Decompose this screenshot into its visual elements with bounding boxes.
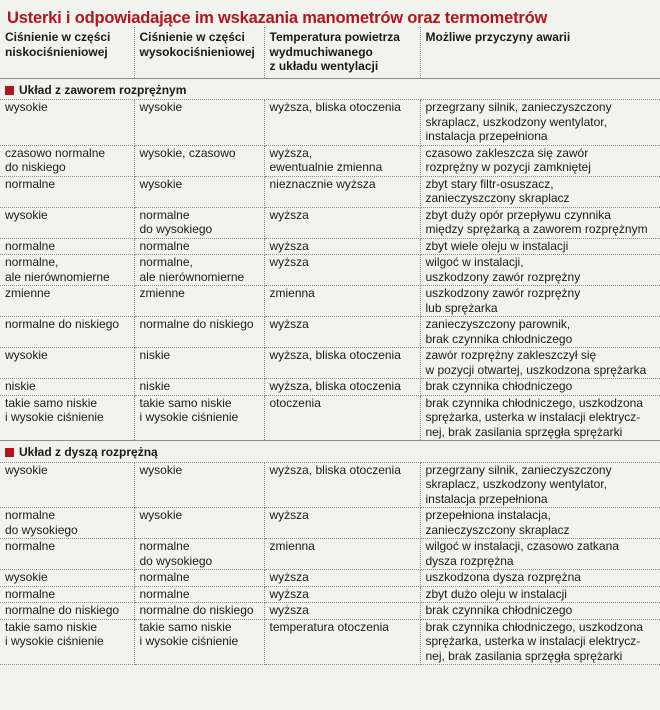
cell-high-pressure: niskie bbox=[134, 348, 264, 379]
table-row bbox=[0, 570, 660, 587]
cell-low-pressure: normalne bbox=[0, 586, 134, 603]
cell-low-pressure: normalne do niskiego bbox=[0, 603, 134, 620]
cell-high-pressure: normalne, ale nierównomierne bbox=[134, 255, 264, 286]
cell-low-pressure: takie samo niskie i wysokie ciśnienie bbox=[0, 619, 134, 665]
cell-high-pressure: normalne bbox=[134, 238, 264, 255]
cell-possible-causes: zawór rozprężny zakleszczył się w pozycji otwartej, uszkodzona sprężarka bbox=[420, 348, 660, 379]
table-row bbox=[0, 379, 660, 396]
section-row bbox=[0, 78, 660, 100]
header-low-pressure: Ciśnienie w części niskociśnieniowej bbox=[0, 27, 134, 78]
cell-low-pressure: czasowo normalne do niskiego bbox=[0, 145, 134, 176]
table-row bbox=[0, 255, 660, 286]
cell-high-pressure: wysokie bbox=[134, 100, 264, 146]
cell-air-temperature: otoczenia bbox=[264, 395, 420, 441]
cell-air-temperature: wyższa bbox=[264, 207, 420, 238]
table-row bbox=[0, 348, 660, 379]
section-heading bbox=[0, 78, 660, 100]
section-row bbox=[0, 441, 660, 463]
table-row bbox=[0, 462, 660, 508]
cell-low-pressure: wysokie bbox=[0, 100, 134, 146]
table-row bbox=[0, 508, 660, 539]
header-air-temperature: Temperatura powietrza wydmuchiwanego z układu wentylacji bbox=[264, 27, 420, 78]
section-marker-icon bbox=[5, 448, 14, 457]
cell-air-temperature: nieznacznie wyższa bbox=[264, 176, 420, 207]
table-row bbox=[0, 317, 660, 348]
cell-low-pressure: wysokie bbox=[0, 462, 134, 508]
cell-possible-causes: uszkodzony zawór rozprężny lub sprężarka bbox=[420, 286, 660, 317]
cell-high-pressure: normalne do niskiego bbox=[134, 317, 264, 348]
section-label: Układ z zaworem rozprężnym bbox=[19, 82, 187, 97]
cell-low-pressure: normalne do niskiego bbox=[0, 317, 134, 348]
cell-air-temperature: wyższa bbox=[264, 255, 420, 286]
table-row bbox=[0, 286, 660, 317]
fault-table bbox=[0, 27, 660, 665]
section-label: Układ z dyszą rozprężną bbox=[19, 445, 158, 459]
cell-high-pressure: takie samo niskie i wysokie ciśnienie bbox=[134, 619, 264, 665]
cell-high-pressure: normalne bbox=[134, 586, 264, 603]
table-body bbox=[0, 78, 660, 665]
table-header-row bbox=[0, 27, 660, 78]
cell-possible-causes: zanieczyszczony parownik, brak czynnika chłodniczego bbox=[420, 317, 660, 348]
table-row bbox=[0, 395, 660, 441]
cell-low-pressure: normalne bbox=[0, 176, 134, 207]
cell-air-temperature: wyższa bbox=[264, 603, 420, 620]
cell-low-pressure: normalne do wysokiego bbox=[0, 508, 134, 539]
cell-high-pressure: takie samo niskie i wysokie ciśnienie bbox=[134, 395, 264, 441]
cell-low-pressure: wysokie bbox=[0, 570, 134, 587]
table-row bbox=[0, 100, 660, 146]
cell-high-pressure: zmienne bbox=[134, 286, 264, 317]
cell-air-temperature: wyższa, ewentualnie zmienna bbox=[264, 145, 420, 176]
table-row bbox=[0, 207, 660, 238]
cell-air-temperature: wyższa, bliska otoczenia bbox=[264, 462, 420, 508]
cell-possible-causes: brak czynnika chłodniczego, uszkodzona sprężarka, usterka w instalacji elektrycz- nej, brak zasilania sprzęgła sprężarki bbox=[420, 619, 660, 665]
cell-low-pressure: wysokie bbox=[0, 207, 134, 238]
cell-high-pressure: wysokie bbox=[134, 508, 264, 539]
table-row bbox=[0, 539, 660, 570]
cell-possible-causes: brak czynnika chłodniczego bbox=[420, 603, 660, 620]
cell-air-temperature: wyższa, bliska otoczenia bbox=[264, 100, 420, 146]
cell-high-pressure: wysokie, czasowo bbox=[134, 145, 264, 176]
cell-low-pressure: wysokie bbox=[0, 348, 134, 379]
cell-low-pressure: normalne bbox=[0, 238, 134, 255]
table-row bbox=[0, 619, 660, 665]
table-row bbox=[0, 603, 660, 620]
page-title: Usterki i odpowiadające im wskazania manometrów oraz termometrów bbox=[7, 9, 548, 27]
cell-possible-causes: przepełniona instalacja, zanieczyszczony skraplacz bbox=[420, 508, 660, 539]
cell-low-pressure: normalne bbox=[0, 539, 134, 570]
header-possible-causes: Możliwe przyczyny awarii bbox=[425, 30, 571, 44]
cell-high-pressure: normalne do wysokiego bbox=[134, 539, 264, 570]
cell-possible-causes: przegrzany silnik, zanieczyszczony skraplacz, uszkodzony wentylator, instalacja przepełniona bbox=[420, 462, 660, 508]
table-row bbox=[0, 238, 660, 255]
cell-high-pressure: normalne bbox=[134, 570, 264, 587]
cell-possible-causes: uszkodzona dysza rozprężna bbox=[420, 570, 660, 587]
cell-air-temperature: zmienna bbox=[264, 286, 420, 317]
cell-air-temperature: temperatura otoczenia bbox=[264, 619, 420, 665]
header-high-pressure: Ciśnienie w części wysokociśnieniowej bbox=[134, 27, 264, 78]
cell-possible-causes: czasowo zakleszcza się zawór rozprężny w pozycji zamkniętej bbox=[420, 145, 660, 176]
section-heading bbox=[0, 441, 660, 463]
cell-air-temperature: wyższa bbox=[264, 570, 420, 587]
cell-air-temperature: wyższa bbox=[264, 238, 420, 255]
cell-possible-causes: wilgoć w instalacji, uszkodzony zawór rozprężny bbox=[420, 255, 660, 286]
cell-high-pressure: wysokie bbox=[134, 462, 264, 508]
cell-possible-causes: zbyt duży opór przepływu czynnika między sprężarką a zaworem rozprężnym bbox=[420, 207, 660, 238]
cell-low-pressure: niskie bbox=[0, 379, 134, 396]
section-marker-icon bbox=[5, 86, 14, 95]
cell-possible-causes: zbyt dużo oleju w instalacji bbox=[420, 586, 660, 603]
cell-high-pressure: niskie bbox=[134, 379, 264, 396]
table-row bbox=[0, 586, 660, 603]
table-row bbox=[0, 145, 660, 176]
cell-air-temperature: wyższa bbox=[264, 317, 420, 348]
cell-low-pressure: takie samo niskie i wysokie ciśnienie bbox=[0, 395, 134, 441]
cell-possible-causes: zbyt wiele oleju w instalacji bbox=[420, 238, 660, 255]
cell-high-pressure: normalne do wysokiego bbox=[134, 207, 264, 238]
cell-air-temperature: wyższa bbox=[264, 508, 420, 539]
cell-possible-causes: brak czynnika chłodniczego bbox=[420, 379, 660, 396]
cell-low-pressure: zmienne bbox=[0, 286, 134, 317]
cell-possible-causes: brak czynnika chłodniczego, uszkodzona sprężarka, usterka w instalacji elektrycz- nej, brak zasilania sprzęgła sprężarki bbox=[420, 395, 660, 441]
cell-possible-causes: wilgoć w instalacji, czasowo zatkana dysza rozprężna bbox=[420, 539, 660, 570]
table-row bbox=[0, 176, 660, 207]
cell-air-temperature: wyższa bbox=[264, 586, 420, 603]
cell-low-pressure: normalne, ale nierównomierne bbox=[0, 255, 134, 286]
cell-air-temperature: wyższa, bliska otoczenia bbox=[264, 379, 420, 396]
cell-high-pressure: wysokie bbox=[134, 176, 264, 207]
cell-air-temperature: zmienna bbox=[264, 539, 420, 570]
cell-possible-causes: zbyt stary filtr-osuszacz, zanieczyszczony skraplacz bbox=[420, 176, 660, 207]
cell-possible-causes: przegrzany silnik, zanieczyszczony skraplacz, uszkodzony wentylator, instalacja przepełniona bbox=[420, 100, 660, 146]
cell-air-temperature: wyższa, bliska otoczenia bbox=[264, 348, 420, 379]
cell-high-pressure: normalne do niskiego bbox=[134, 603, 264, 620]
